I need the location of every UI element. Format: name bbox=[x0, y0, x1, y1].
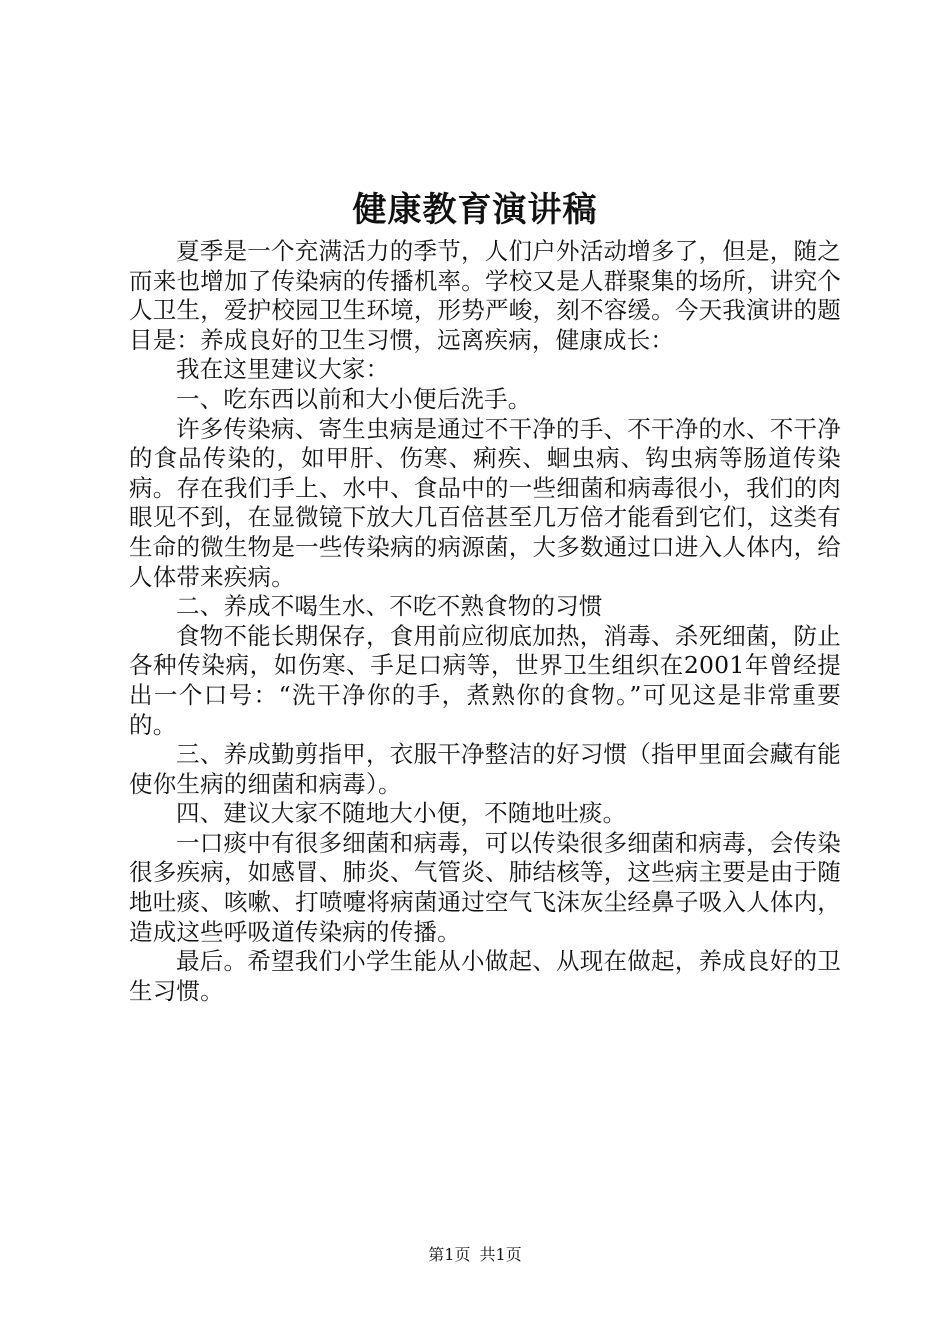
paragraph-point-4-detail: 一口痰中有很多细菌和病毒，可以传染很多细菌和病毒，会传染很多疾病，如感冒、肺炎、气管炎、肺结核等，这些病主要是由于随地吐痰、咳嗽、打喷嚏将病菌通过空气飞沫灰尘经鼻子吸入人体内，造成这些呼吸道传染病的传播。 bbox=[129, 828, 841, 946]
paragraph-conclusion: 最后。希望我们小学生能从小做起、从现在做起，养成良好的卫生习惯。 bbox=[129, 947, 841, 1005]
paragraph-point-2-heading: 二、养成不喝生水、不吃不熟食物的习惯 bbox=[176, 592, 603, 621]
paragraph-point-3: 三、养成勤剪指甲，衣服干净整洁的好习惯（指甲里面会藏有能使你生病的细菌和病毒）。 bbox=[129, 740, 841, 798]
paragraph-point-4-heading: 四、建议大家不随地大小便，不随地吐痰。 bbox=[176, 799, 627, 828]
page-total: 共1页 bbox=[479, 1245, 522, 1264]
document-title: 健康教育演讲稿 bbox=[352, 190, 598, 230]
page-footer bbox=[0, 1244, 950, 1266]
paragraph-suggestion-lead: 我在这里建议大家： bbox=[176, 355, 390, 384]
paragraph-point-1-heading: 一、吃东西以前和大小便后洗手。 bbox=[176, 384, 532, 413]
page-number: 第1页 bbox=[428, 1245, 471, 1264]
document-body bbox=[129, 237, 841, 1006]
paragraph-intro: 夏季是一个充满活力的季节，人们户外活动增多了，但是，随之而来也增加了传染病的传播机率。学校又是人群聚集的场所，讲究个人卫生，爱护校园卫生环境，形势严峻，刻不容缓。今天我演讲的题目是：养成良好的卫生习惯，远离疾病，健康成长： bbox=[129, 237, 841, 354]
paragraph-point-1-detail: 许多传染病、寄生虫病是通过不干净的手、不干净的水、不干净的食品传染的，如甲肝、伤寒、痢疾、蛔虫病、钩虫病等肠道传染病。存在我们手上、水中、食品中的一些细菌和病毒很小，我们的肉眼见不到，在显微镜下放大几百倍甚至几万倍才能看到它们，这类有生命的微生物是一些传染病的病源菌，大多数通过口进入人体内，给人体带来疾病。 bbox=[129, 414, 841, 591]
paragraph-point-2-detail: 食物不能长期保存，食用前应彻底加热，消毒、杀死细菌，防止各种传染病，如伤寒、手足口病等，世界卫生组织在2001年曾经提出一个口号：“洗干净你的手，煮熟你的食物。”可见这是非常重要的。 bbox=[129, 621, 841, 739]
